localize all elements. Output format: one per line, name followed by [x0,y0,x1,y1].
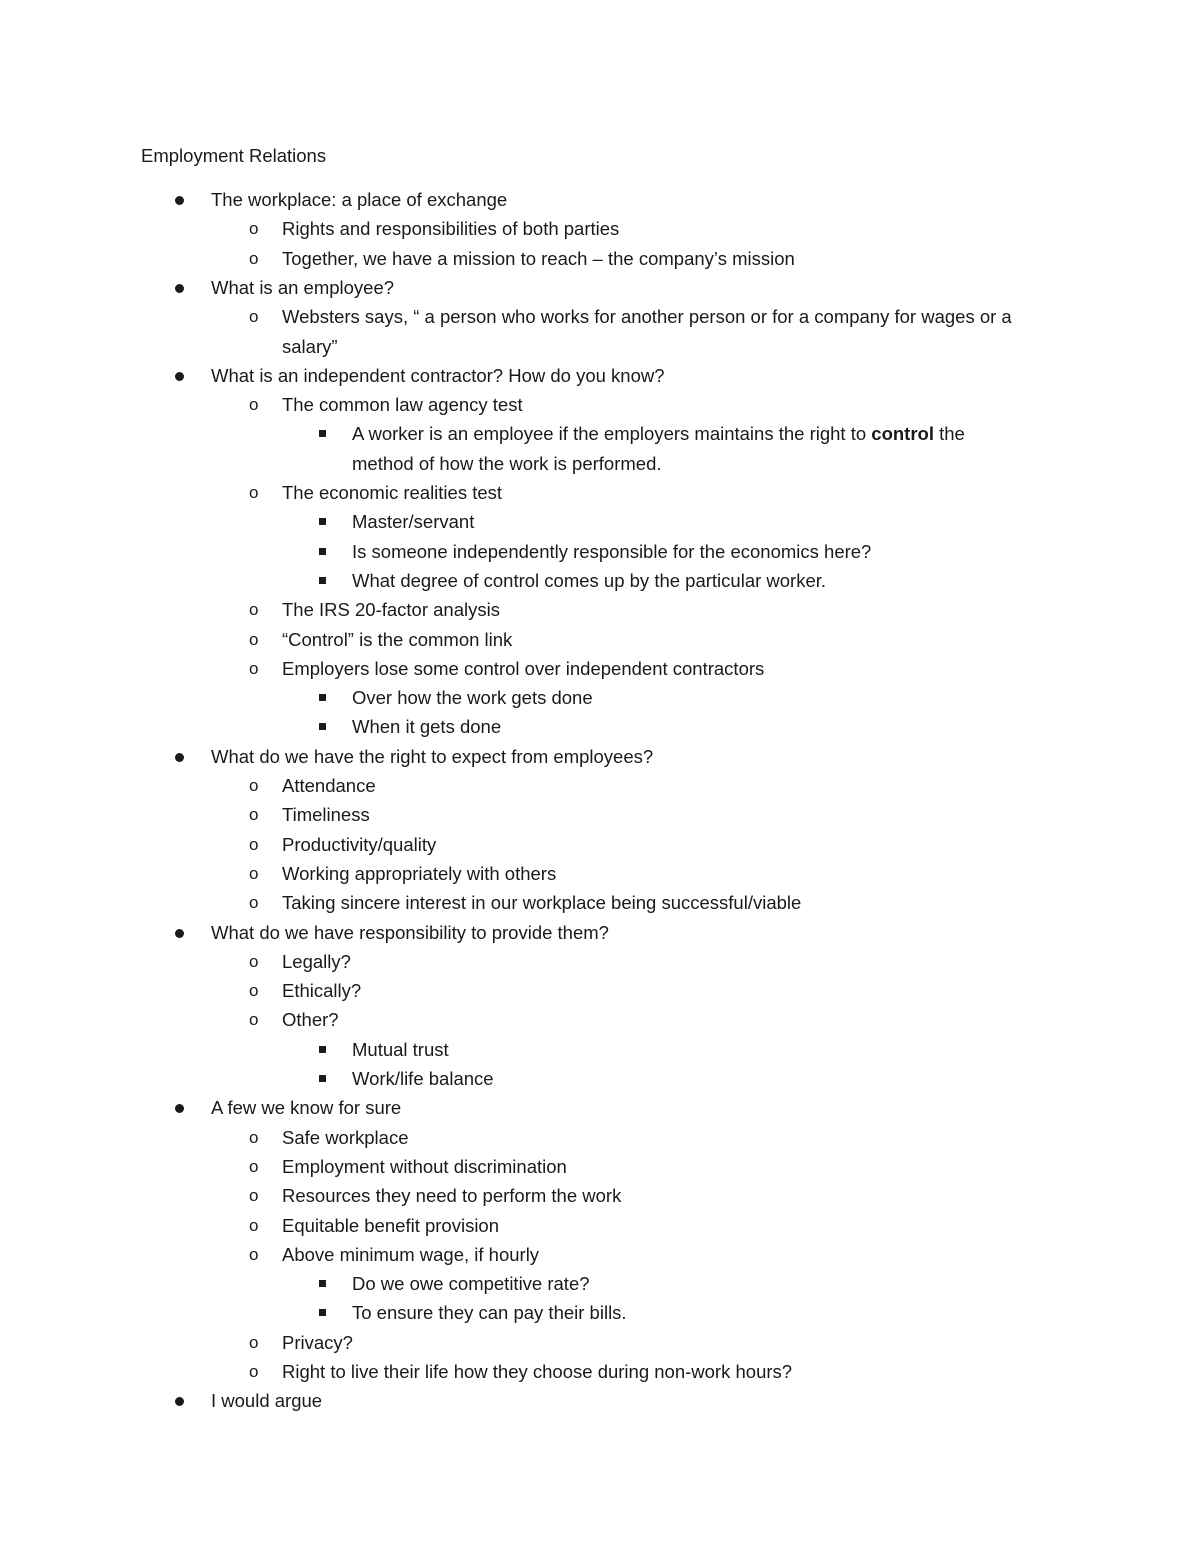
list-item-level-2 [249,1181,622,1210]
bullet-dot-icon [175,929,184,938]
list-item-text: Work/life balance [352,1068,494,1089]
list-item-level-3 [352,1064,494,1093]
list-item-level-3 [352,1269,590,1298]
list-item-level-1 [211,361,665,390]
list-item-level-2 [249,800,370,829]
list-item-text: Rights and responsibilities of both parties [282,218,620,240]
list-item-text: Is someone independently responsible for the economics here? [352,540,872,562]
list-item-text: I would argue [211,1390,323,1412]
list-item-text: The workplace: a place of exchange [211,189,508,210]
bullet-circle-icon: o [249,629,259,649]
list-item-level-2 [249,625,513,654]
list-item-level-1 [211,918,609,947]
list-item-text: Taking sincere interest in our workplace being successful/viable [282,892,802,914]
list-item-text: The economic realities test [282,482,503,503]
list-item-text: To ensure they can pay their bills. [352,1302,627,1324]
list-item-level-2 [249,1152,567,1181]
list-item-text: Timeliness [282,804,370,826]
list-item-level-3 [352,683,593,712]
list-item-level-2 [249,244,795,273]
bullet-circle-icon: o [249,1010,259,1030]
emphasized-word: control [871,423,934,445]
bullet-circle-icon: o [249,219,259,239]
list-item-text: The common law agency test [282,394,523,416]
list-item-level-2 [249,1357,793,1386]
bullet-square-icon [319,1309,326,1316]
list-item-level-3 [352,1035,449,1064]
bullet-circle-icon: o [249,600,259,620]
bullet-square-icon [319,1075,326,1082]
bullet-circle-icon: o [249,981,259,1001]
bullet-circle-icon: o [249,658,259,678]
bullet-circle-icon: o [249,1362,259,1381]
bullet-dot-icon [175,196,184,205]
list-item-text: Together, we have a mission to reach – the company’s mission [282,247,795,269]
list-item-text: Mutual trust [352,1038,449,1060]
list-item-level-2 [249,771,376,800]
bullet-circle-icon: o [249,1244,259,1264]
list-item-level-2 [249,654,765,683]
bullet-circle-icon: o [249,893,259,913]
list-item-text: What degree of control comes up by the particular worker. [352,569,827,591]
bullet-square-icon [319,577,326,584]
list-item-level-2 [249,976,362,1005]
list-item-level-2 [249,830,437,859]
bullet-circle-icon: o [249,395,259,415]
list-item-text: Productivity/quality [282,833,437,855]
list-item-text: What do we have responsibility to provide them? [211,921,609,943]
list-item-continuation [282,332,338,361]
bullet-circle-icon: o [249,1186,259,1206]
list-item-level-2 [249,1211,500,1240]
bullet-circle-icon: o [249,248,259,268]
list-item-level-3 [352,537,871,566]
bullet-square-icon [319,723,326,730]
bullet-dot-icon [175,372,184,381]
list-item-text: Master/servant [352,511,475,533]
list-item-level-2 [249,302,1012,331]
list-item-text: What is an employee? [211,276,395,298]
bullet-dot-icon [175,1397,184,1406]
list-item-text: Equitable benefit provision [282,1214,500,1236]
list-item-text: Right to live their life how they choose during non-work hours? [282,1361,793,1382]
bullet-circle-icon: o [249,776,259,795]
bullet-circle-icon: o [249,483,259,502]
bullet-circle-icon: o [249,1215,259,1235]
list-item-level-2 [249,1005,339,1034]
list-item-text: method of how the work is performed. [352,452,662,474]
bullet-circle-icon: o [249,1156,259,1176]
bullet-square-icon [319,518,326,525]
list-item-text: Over how the work gets done [352,687,593,709]
list-item-level-2 [249,478,503,507]
bullet-dot-icon [175,753,184,762]
bullet-dot-icon [175,284,184,293]
list-item-text: Above minimum wage, if hourly [282,1243,540,1265]
list-item-text: the [933,423,965,445]
bullet-square-icon [319,1280,326,1287]
list-item-text: Attendance [282,775,376,796]
list-item-text: Working appropriately with others [282,862,557,884]
list-item-text: Other? [282,1009,339,1031]
list-item-text: Employment without discrimination [282,1155,567,1177]
list-item-level-2 [249,1240,540,1269]
list-item-level-1 [211,1093,401,1122]
list-item-text: Safe workplace [282,1126,409,1148]
list-item-level-2 [249,1123,409,1152]
bullet-circle-icon: o [249,863,259,883]
list-item-level-1 [211,742,653,771]
list-item-level-1 [211,273,394,302]
bullet-square-icon [319,694,326,701]
list-item-text: Ethically? [282,980,362,1002]
list-item-text: Employers lose some control over independent contractors [282,657,765,679]
list-item-text: What do we have the right to expect from employees? [211,745,654,767]
list-item-text: What is an independent contractor? How do you know? [211,364,665,386]
list-item-level-3 [352,507,474,536]
list-item-level-2 [249,1328,353,1357]
list-item-level-2 [249,888,802,917]
list-item-level-2 [249,947,351,976]
bullet-dot-icon [175,1104,184,1113]
bullet-circle-icon: o [249,307,259,327]
list-item-text: Do we owe competitive rate? [352,1273,590,1295]
bullet-circle-icon: o [249,834,259,854]
list-item-text: A worker is an employee if the employers maintains the right to [352,423,872,445]
list-item-level-2 [249,390,523,419]
list-item-text: A few we know for sure [211,1097,402,1119]
list-item-level-1 [211,1386,322,1415]
list-item-text: “Control” is the common link [282,628,513,650]
bullet-circle-icon: o [249,1332,259,1352]
list-item-level-3 [352,566,826,595]
list-item-level-3 [352,1298,627,1327]
bullet-square-icon [319,548,326,555]
bullet-square-icon [319,430,326,437]
list-item-text: Resources they need to perform the work [282,1185,622,1207]
list-item-text: Websters says, “ a person who works for another person or for a company for wages or a [282,306,1012,328]
list-item-text: Legally? [282,950,351,972]
bullet-circle-icon: o [249,951,259,971]
list-item-text: salary” [282,335,338,357]
list-item-level-1 [211,185,507,214]
document-title: Employment Relations [141,145,327,166]
list-item-level-3 [352,419,965,448]
list-item-text: The IRS 20-factor analysis [282,599,500,621]
bullet-square-icon [319,1046,326,1053]
list-item-text: Privacy? [282,1331,353,1353]
list-item-text: When it gets done [352,716,502,738]
list-item-level-2 [249,214,620,243]
bullet-circle-icon: o [249,805,259,825]
bullet-circle-icon: o [249,1127,259,1147]
list-item-continuation [352,449,662,478]
list-item-level-3 [352,712,501,741]
list-item-level-2 [249,595,500,624]
list-item-level-2 [249,859,557,888]
